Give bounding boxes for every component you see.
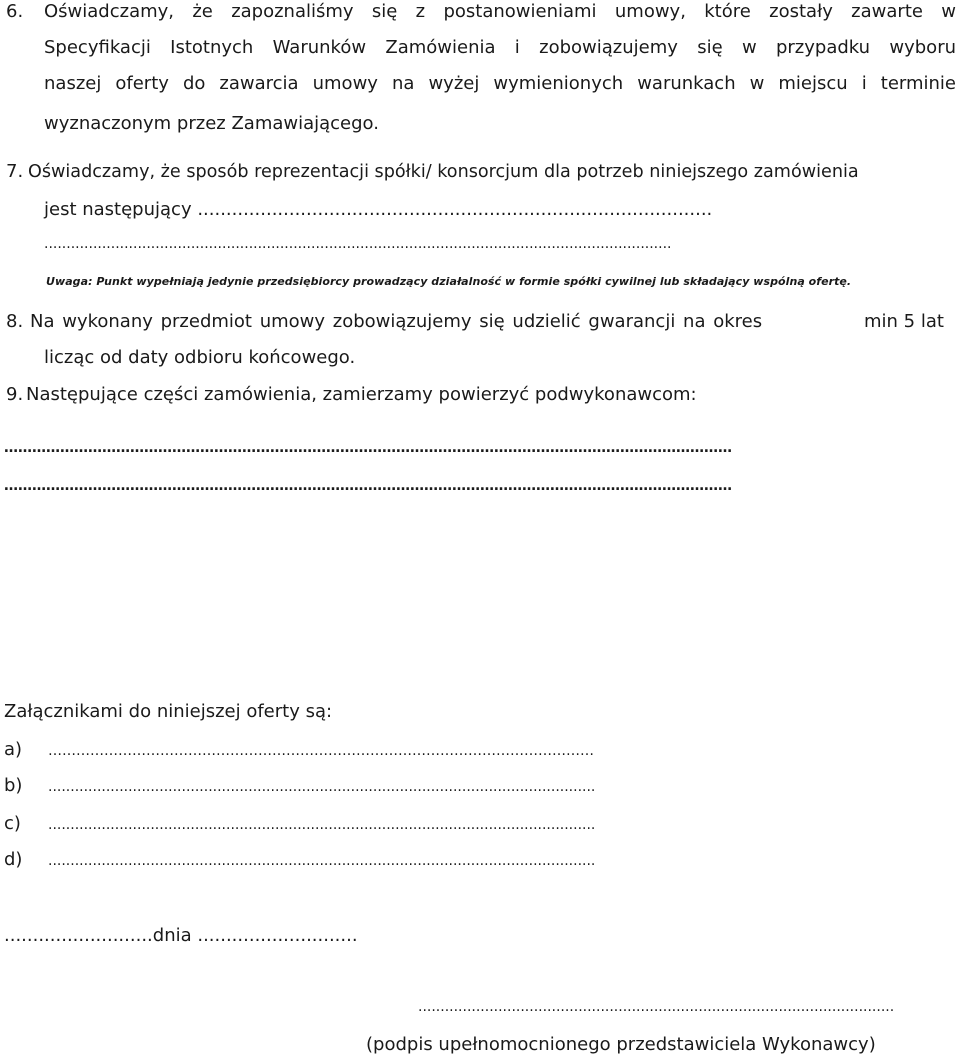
item-7-line-1: Oświadczamy, że sposób reprezentacji spółki/ konsorcjum dla potrzeb niniejszego zamówienia	[28, 162, 859, 182]
item-7-number: 7.	[6, 161, 24, 182]
attachment-d-label: d)	[4, 849, 23, 870]
item-8-line-2: licząc od daty odbioru końcowego.	[44, 347, 356, 368]
item-6-number: 6.	[6, 1, 24, 22]
subcontractor-line-1: …………………………………………………………………………………………………………………………………………	[4, 440, 732, 456]
date-line: ..........................dnia ............................	[4, 925, 358, 946]
signature-line: ...........................................................................................................	[418, 999, 895, 1015]
attachment-b-line: ...........................................................................................................................	[48, 779, 596, 795]
attachment-a-line: ………………………………………………………………………………………………………	[48, 743, 594, 759]
attachment-c-label: c)	[4, 813, 21, 834]
item-9-number: 9.	[6, 384, 24, 405]
attachment-b-label: b)	[4, 775, 23, 796]
attachment-d-line: ...........................................................................................................................	[48, 853, 596, 869]
attachment-c-line: ...........................................................................................................................	[48, 817, 596, 833]
signature-caption: (podpis upełnomocnionego przedstawiciela Wykonawcy)	[366, 1034, 876, 1055]
item-8-number: 8.	[6, 311, 24, 332]
item-6-line-4: wyznaczonym przez Zamawiającego.	[44, 113, 379, 134]
item-6-line-3: naszej oferty do zawarcia umowy na wyżej wymienionych warunkach w miejscu i terminie	[44, 73, 956, 94]
subcontractor-line-2: …………………………………………………………………………………………………………………………………………	[4, 478, 732, 494]
item-8-warranty-value: min 5 lat	[864, 311, 944, 332]
item-8-line-1: Na wykonany przedmiot umowy zobowiązujemy się udzielić gwarancji na okres	[30, 311, 763, 332]
item-7-line-2: jest następujący ..........................................................................................	[44, 199, 713, 220]
attachment-a-label: a)	[4, 739, 23, 760]
item-7-note: Uwaga: Punkt wypełniają jedynie przedsiębiorcy prowadzący działalność w formie spółki cywilnej lub składający wspólną ofertę.	[46, 275, 852, 288]
attachments-heading: Załącznikami do niniejszej oferty są:	[4, 701, 333, 722]
item-9-text: Następujące części zamówienia, zamierzamy powierzyć podwykonawcom:	[26, 384, 697, 405]
item-6-line-2: Specyfikacji Istotnych Warunków Zamówienia i zobowiązujemy się w przypadku wyboru	[44, 37, 956, 58]
item-6-line-1: Oświadczamy, że zapoznaliśmy się z postanowieniami umowy, które zostały zawarte w	[44, 1, 956, 22]
item-7-dotted-line: .............................................................................................................................................	[44, 236, 672, 252]
